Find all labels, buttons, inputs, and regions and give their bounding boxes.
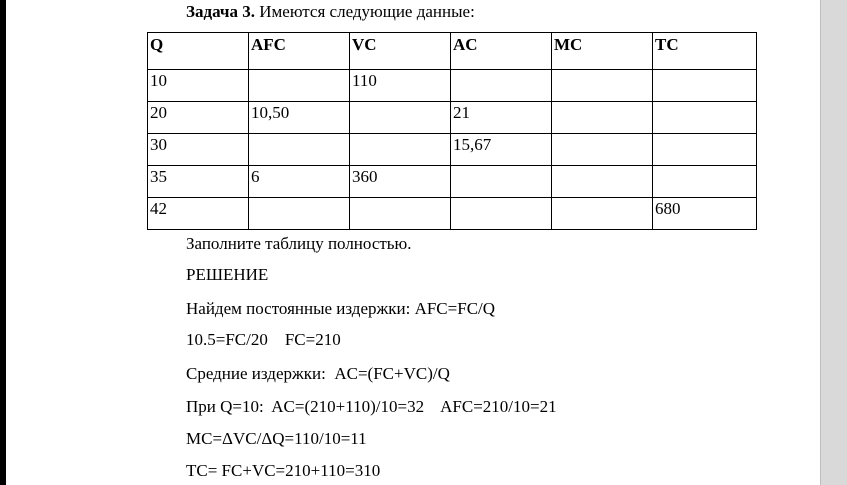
solution-line: 10.5=FC/20 FC=210 — [186, 330, 341, 349]
table-cell: 35 — [148, 166, 249, 198]
header-ac: AC — [451, 33, 552, 70]
solution-heading: РЕШЕНИЕ — [186, 265, 269, 284]
table-cell: 21 — [451, 102, 552, 134]
table-cell: 6 — [249, 166, 350, 198]
instruction-text: Заполните таблицу полностью. — [186, 234, 412, 253]
data-table — [147, 32, 757, 230]
table-row — [148, 166, 757, 198]
task-title-bold: Задача 3. — [186, 2, 255, 21]
solution-line: Найдем постоянные издержки: AFC=FC/Q — [186, 299, 496, 318]
table-cell — [552, 166, 653, 198]
table-cell: 20 — [148, 102, 249, 134]
header-vc: VC — [350, 33, 451, 70]
table-cell — [451, 166, 552, 198]
table-cell — [653, 166, 757, 198]
solution-line: MC=ΔVC/ΔQ=110/10=11 — [186, 429, 367, 448]
right-gutter — [821, 0, 847, 485]
table-cell — [451, 70, 552, 102]
table-cell: 10 — [148, 70, 249, 102]
table-cell: 360 — [350, 166, 451, 198]
solution-line: TC= FC+VC=210+110=310 — [186, 461, 381, 480]
table-row — [148, 198, 757, 230]
table-cell — [552, 134, 653, 166]
solution-line: Средние издержки: AC=(FC+VC)/Q — [186, 364, 450, 383]
table-cell — [249, 70, 350, 102]
table-cell — [552, 198, 653, 230]
table-cell — [653, 70, 757, 102]
table-cell: 110 — [350, 70, 451, 102]
table-cell — [653, 102, 757, 134]
table-cell: 42 — [148, 198, 249, 230]
table-cell — [350, 134, 451, 166]
table-cell — [249, 198, 350, 230]
table-cell — [451, 198, 552, 230]
table-cell: 680 — [653, 198, 757, 230]
table-cell — [552, 102, 653, 134]
header-afc: AFC — [249, 33, 350, 70]
solution-line: При Q=10: AC=(210+110)/10=32 AFC=210/10=21 — [186, 397, 557, 416]
table-cell — [653, 134, 757, 166]
table-cell — [350, 102, 451, 134]
header-tc: TC — [653, 33, 757, 70]
header-mc: MC — [552, 33, 653, 70]
task-heading — [186, 2, 475, 22]
table-cell — [249, 134, 350, 166]
table-cell — [552, 70, 653, 102]
document-page — [6, 0, 820, 485]
table-row — [148, 134, 757, 166]
task-title-rest: Имеются следующие данные: — [254, 2, 475, 21]
table-cell: 30 — [148, 134, 249, 166]
table-cell: 10,50 — [249, 102, 350, 134]
table-row — [148, 70, 757, 102]
table-cell: 15,67 — [451, 134, 552, 166]
header-q: Q — [148, 33, 249, 70]
table-cell — [350, 198, 451, 230]
table-header-row — [148, 33, 757, 70]
table-row — [148, 102, 757, 134]
